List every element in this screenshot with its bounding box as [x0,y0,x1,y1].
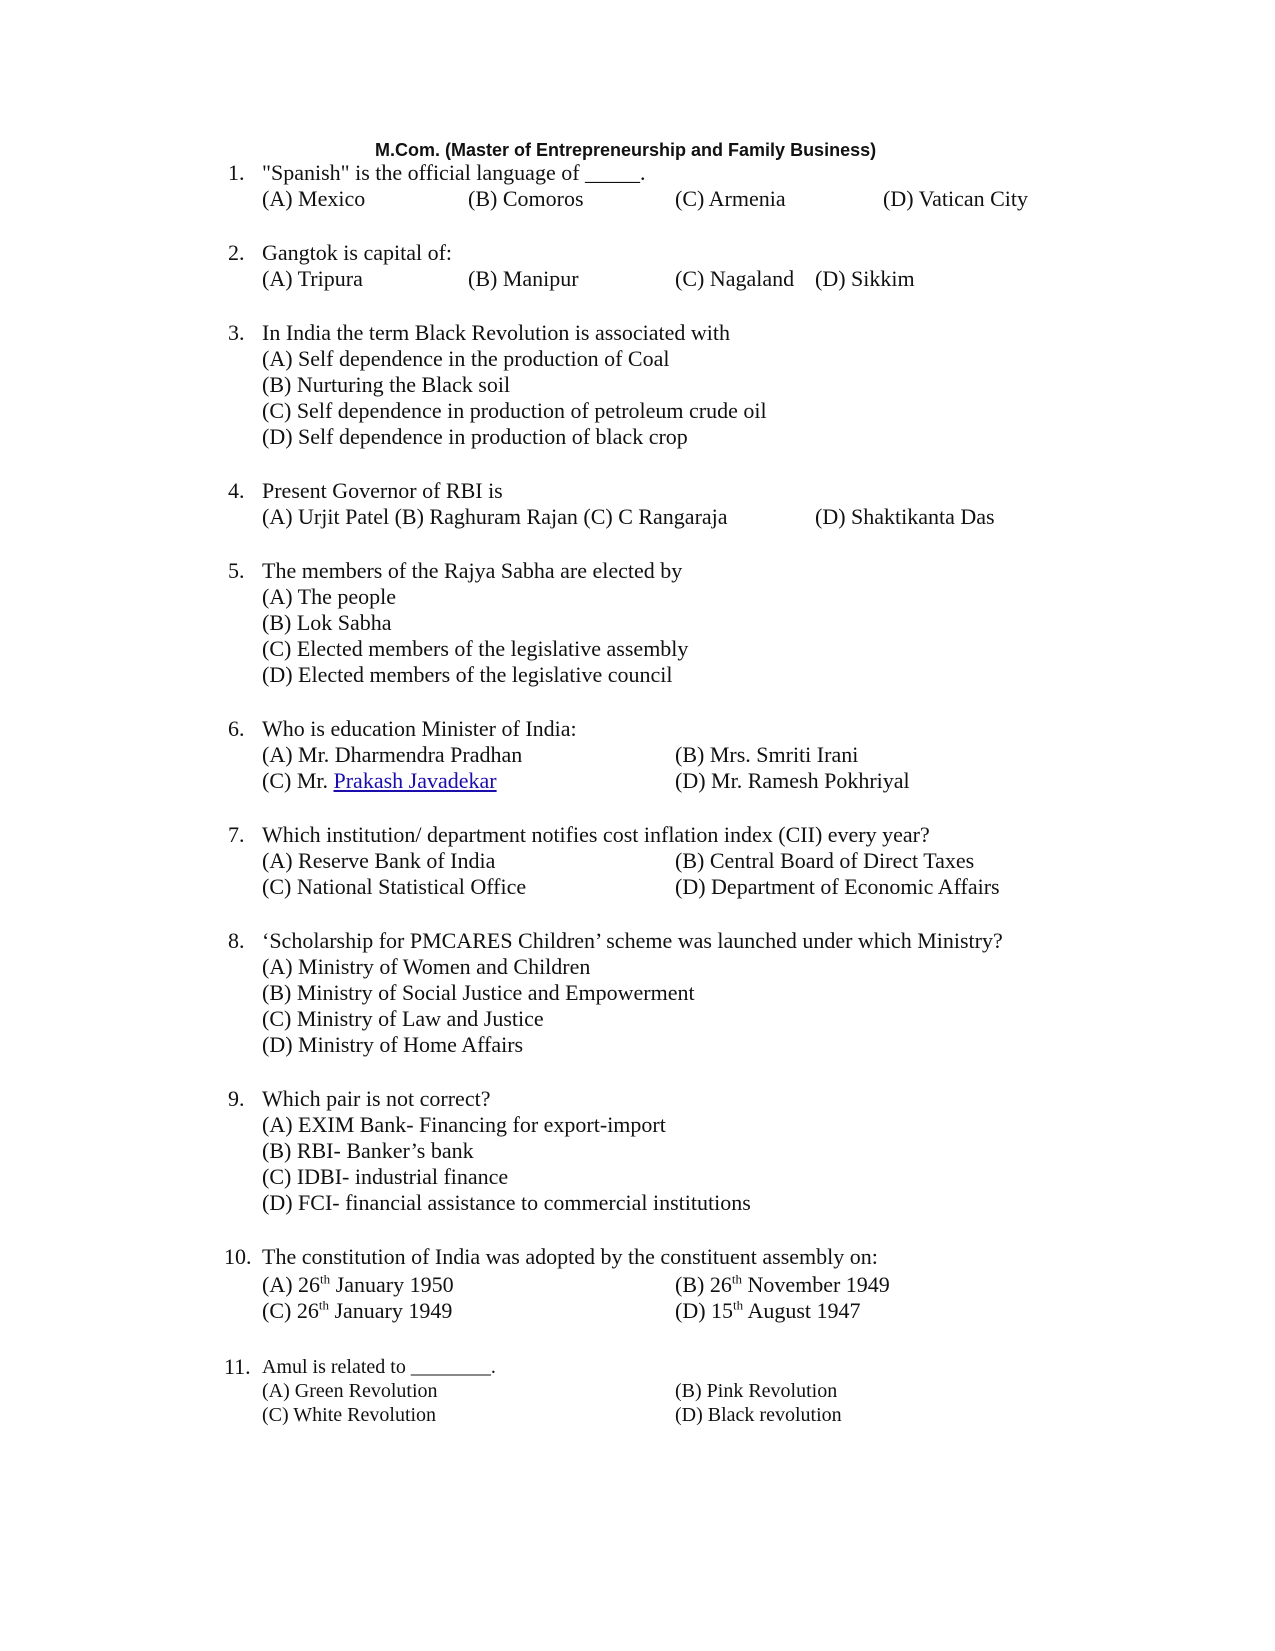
option: (D) Department of Economic Affairs [675,874,1000,899]
option-post: November 1949 [741,1272,890,1297]
question-text: In India the term Black Revolution is associated with [262,320,731,345]
option-post: January 1950 [330,1272,454,1297]
option [262,768,497,794]
option: (A) Reserve Bank of India [262,848,496,873]
option: (A) Urjit Patel (B) Raghuram Rajan (C) C Rangaraja [262,504,728,529]
option: (D) FCI- financial assistance to commercial institutions [262,1190,751,1215]
option: (C) Self dependence in production of petroleum crude oil [262,398,767,423]
option: (B) Manipur [468,266,579,291]
option: (B) Nurturing the Black soil [262,372,511,397]
prakash-javadekar-link[interactable]: Prakash Javadekar [333,768,497,793]
option: (B) RBI- Banker’s bank [262,1138,474,1163]
option: (C) Ministry of Law and Justice [262,1006,544,1031]
option-pre: (A) 26 [262,1272,321,1297]
option: (D) Vatican City [883,186,1029,211]
option-sup: th [318,1297,329,1313]
option-sup: th [733,1297,744,1313]
question-number: 1. [228,160,245,185]
question-text: The members of the Rajya Sabha are elected by [262,558,683,583]
question-text: Present Governor of RBI is [262,478,503,503]
option-sup: th [320,1271,331,1287]
option: (A) EXIM Bank- Financing for export-import [262,1112,666,1137]
option: (D) Ministry of Home Affairs [262,1032,524,1057]
option [262,1298,452,1324]
option: (B) Pink Revolution [675,1380,838,1402]
question-number: 8. [228,928,245,953]
option: (B) Comoros [468,186,584,211]
option: (D) Black revolution [675,1404,842,1426]
option: (A) Mr. Dharmendra Pradhan [262,742,523,767]
question-number: 7. [228,822,245,847]
option: (D) Sikkim [815,266,915,291]
question-text: Who is education Minister of India: [262,716,577,741]
question-text: Amul is related to ________. [262,1356,496,1378]
question-number: 2. [228,240,245,265]
question-text: ‘Scholarship for PMCARES Children’ scheme was launched under which Ministry? [262,928,1003,953]
option: (A) The people [262,584,396,609]
option-pre: (C) 26 [262,1298,319,1323]
option [675,1272,890,1298]
option [675,1298,861,1324]
option-post: January 1949 [328,1298,453,1323]
question-text: Gangtok is capital of: [262,240,453,265]
option: (B) Mrs. Smriti Irani [675,742,859,767]
question-number: 5. [228,558,245,583]
option: (C) White Revolution [262,1404,437,1426]
option-sup: th [731,1271,742,1287]
option: (C) Armenia [675,186,786,211]
option-prefix: (C) Mr. [262,768,334,793]
option-post: August 1947 [743,1298,861,1323]
question-text: Which institution/ department notifies cost inflation index (CII) every year? [262,822,930,847]
question-text: The constitution of India was adopted by the constituent assembly on: [262,1244,878,1269]
option: (D) Elected members of the legislative council [262,662,673,687]
option: (C) Nagaland [675,266,795,291]
option: (A) Mexico [262,186,366,211]
question-number: 10. [224,1244,252,1269]
option: (A) Self dependence in the production of Coal [262,346,670,371]
question-number: 3. [228,320,245,345]
option: (D) Self dependence in production of black crop [262,424,688,449]
question-number: 4. [228,478,245,503]
option-pre: (B) 26 [675,1272,732,1297]
option: (A) Tripura [262,266,363,291]
question-text: "Spanish" is the official language of _____. [262,160,646,185]
option: (A) Ministry of Women and Children [262,954,591,979]
question-number: 6. [228,716,245,741]
option [262,1272,454,1298]
question-number: 11. [224,1354,251,1379]
question-number: 9. [228,1086,245,1111]
option: (B) Lok Sabha [262,610,392,635]
option: (C) IDBI- industrial finance [262,1164,509,1189]
option: (D) Shaktikanta Das [815,504,995,529]
question-text: Which pair is not correct? [262,1086,491,1111]
option: (C) Elected members of the legislative assembly [262,636,689,661]
option: (B) Ministry of Social Justice and Empowerment [262,980,695,1005]
option: (B) Central Board of Direct Taxes [675,848,975,873]
option: (D) Mr. Ramesh Pokhriyal [675,768,910,793]
page-title: M.Com. (Master of Entrepreneurship and Family Business) [375,140,877,160]
option: (C) National Statistical Office [262,874,527,899]
option-pre: (D) 15 [675,1298,734,1323]
option: (A) Green Revolution [262,1380,438,1402]
